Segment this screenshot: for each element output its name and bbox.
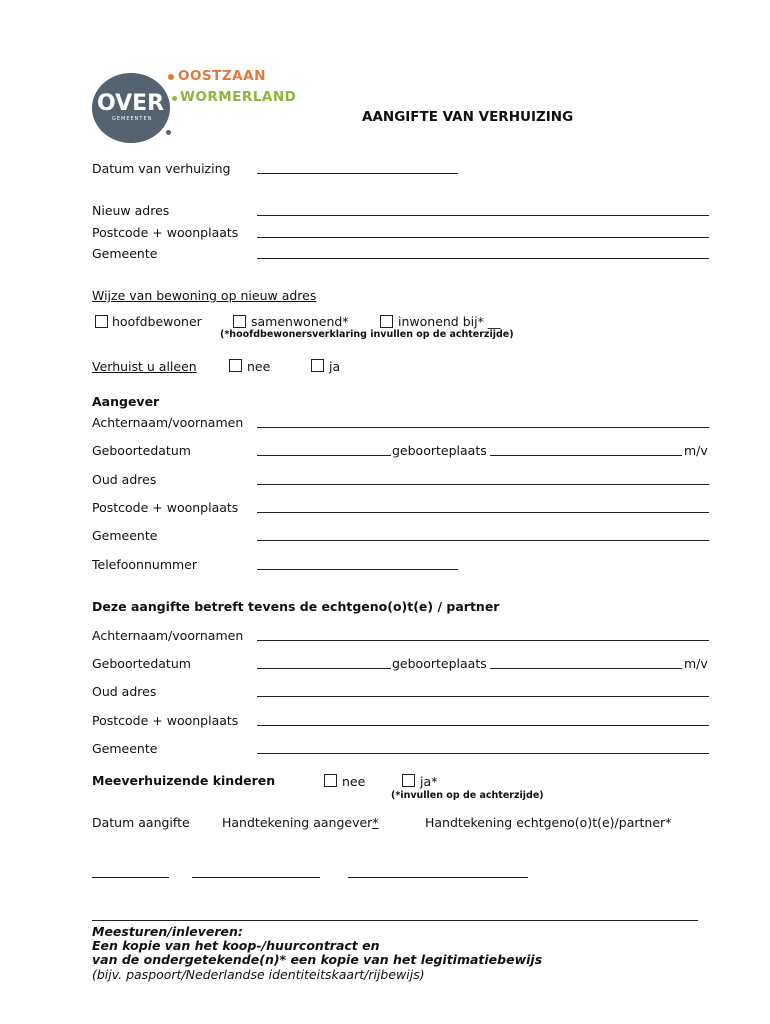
label-gemeente: Gemeente <box>92 246 158 261</box>
label-aangever-gemeente: Gemeente <box>92 528 158 543</box>
note-hoofdbewoners: (*hoofdbewonersverklaring invullen op de achterzijde) <box>220 329 514 340</box>
field-datum-aangifte[interactable] <box>92 877 169 878</box>
field-aangever-geboortedatum[interactable] <box>257 455 391 456</box>
label-nieuw-adres: Nieuw adres <box>92 203 170 218</box>
field-handtekening-partner[interactable] <box>348 877 528 878</box>
label-kinderen: Meeverhuizende kinderen <box>92 773 276 788</box>
page-title: AANGIFTE VAN VERHUIZING <box>362 109 574 125</box>
label-partner-geboortedatum: Geboortedatum <box>92 656 191 671</box>
label-aangever-geboorteplaats: geboorteplaats <box>392 443 487 458</box>
field-nieuw-adres[interactable] <box>257 215 709 216</box>
label-datum-aangifte: Datum aangifte <box>92 815 190 830</box>
label-aangever-geboortedatum: Geboortedatum <box>92 443 191 458</box>
heading-partner: Deze aangifte betreft tevens de echtgeno(o)t(e) / partner <box>92 599 500 614</box>
logo-dot-orange <box>168 74 174 80</box>
footer-divider <box>92 920 698 921</box>
field-gemeente[interactable] <box>257 258 709 259</box>
heading-aangever: Aangever <box>92 394 160 409</box>
label-samenwonend: samenwonend* <box>251 314 349 329</box>
label-handtekening-aangever-star: * <box>372 815 379 830</box>
logo-brand-oostzaan: OOSTZAAN <box>178 68 266 84</box>
label-partner-mv: m/v <box>684 656 708 671</box>
logo-sub-text: GEMEENTEN <box>112 116 153 122</box>
label-aangever-postcode: Postcode + woonplaats <box>92 500 239 515</box>
field-handtekening-aangever[interactable] <box>192 877 320 878</box>
logo-dot-green <box>172 96 177 101</box>
label-handtekening-aangever-text: Handtekening aangever <box>222 815 373 830</box>
checkbox-hoofdbewoner[interactable] <box>95 315 108 328</box>
checkbox-alleen-nee[interactable] <box>229 359 242 372</box>
field-partner-naam[interactable] <box>257 640 709 641</box>
label-aangever-oud-adres: Oud adres <box>92 472 157 487</box>
field-aangever-telefoon[interactable] <box>257 569 458 570</box>
label-aangever-telefoon: Telefoonnummer <box>92 557 198 572</box>
label-postcode: Postcode + woonplaats <box>92 225 239 240</box>
field-aangever-naam[interactable] <box>257 427 709 428</box>
field-partner-postcode[interactable] <box>257 725 709 726</box>
logo-dot-gray <box>166 130 171 135</box>
label-partner-oud-adres: Oud adres <box>92 684 157 699</box>
label-inwonend: inwonend bij* __ <box>398 314 501 329</box>
label-handtekening-aangever <box>222 815 379 830</box>
footer-line-2: Een kopie van het koop-/huurcontract en <box>92 938 380 953</box>
footer-line-1: Meesturen/inleveren: <box>92 924 243 939</box>
checkbox-kinderen-nee[interactable] <box>324 774 337 787</box>
field-postcode[interactable] <box>257 237 709 238</box>
label-partner-gemeente: Gemeente <box>92 741 158 756</box>
label-aangever-naam: Achternaam/voornamen <box>92 415 244 430</box>
label-aangever-mv: m/v <box>684 443 708 458</box>
label-partner-geboorteplaats: geboorteplaats <box>392 656 487 671</box>
checkbox-alleen-ja[interactable] <box>311 359 324 372</box>
label-hoofdbewoner: hoofdbewoner <box>112 314 202 329</box>
logo-main-text: OVER <box>97 91 165 116</box>
label-verhuist-alleen: Verhuist u alleen <box>92 359 197 374</box>
label-handtekening-partner: Handtekening echtgeno(o)t(e)/partner* <box>425 815 672 830</box>
label-alleen-nee: nee <box>247 359 271 374</box>
label-datum-verhuizing: Datum van verhuizing <box>92 161 231 176</box>
field-partner-geboorteplaats[interactable] <box>490 668 682 669</box>
label-partner-postcode: Postcode + woonplaats <box>92 713 239 728</box>
label-partner-naam: Achternaam/voornamen <box>92 628 244 643</box>
field-datum-verhuizing[interactable] <box>257 173 458 174</box>
checkbox-samenwonend[interactable] <box>233 315 246 328</box>
label-kinderen-nee: nee <box>342 774 366 789</box>
field-partner-oud-adres[interactable] <box>257 696 709 697</box>
footer-line-4: (bijv. paspoort/Nederlandse identiteitskaart/rijbewijs) <box>92 967 425 982</box>
field-aangever-gemeente[interactable] <box>257 540 709 541</box>
field-aangever-geboorteplaats[interactable] <box>490 455 682 456</box>
checkbox-kinderen-ja[interactable] <box>402 774 415 787</box>
checkbox-inwonend[interactable] <box>380 315 393 328</box>
footer-line-3: van de ondergetekende(n)* een kopie van het legitimatiebewijs <box>92 952 543 967</box>
label-alleen-ja: ja <box>329 359 341 374</box>
label-kinderen-ja: ja* <box>420 774 438 789</box>
note-kinderen: (*invullen op de achterzijde) <box>391 790 544 801</box>
field-partner-gemeente[interactable] <box>257 753 709 754</box>
field-aangever-postcode[interactable] <box>257 512 709 513</box>
field-partner-geboortedatum[interactable] <box>257 668 391 669</box>
field-aangever-oud-adres[interactable] <box>257 484 709 485</box>
heading-bewoning: Wijze van bewoning op nieuw adres <box>92 288 317 303</box>
logo-brand-wormerland: WORMERLAND <box>180 89 297 105</box>
